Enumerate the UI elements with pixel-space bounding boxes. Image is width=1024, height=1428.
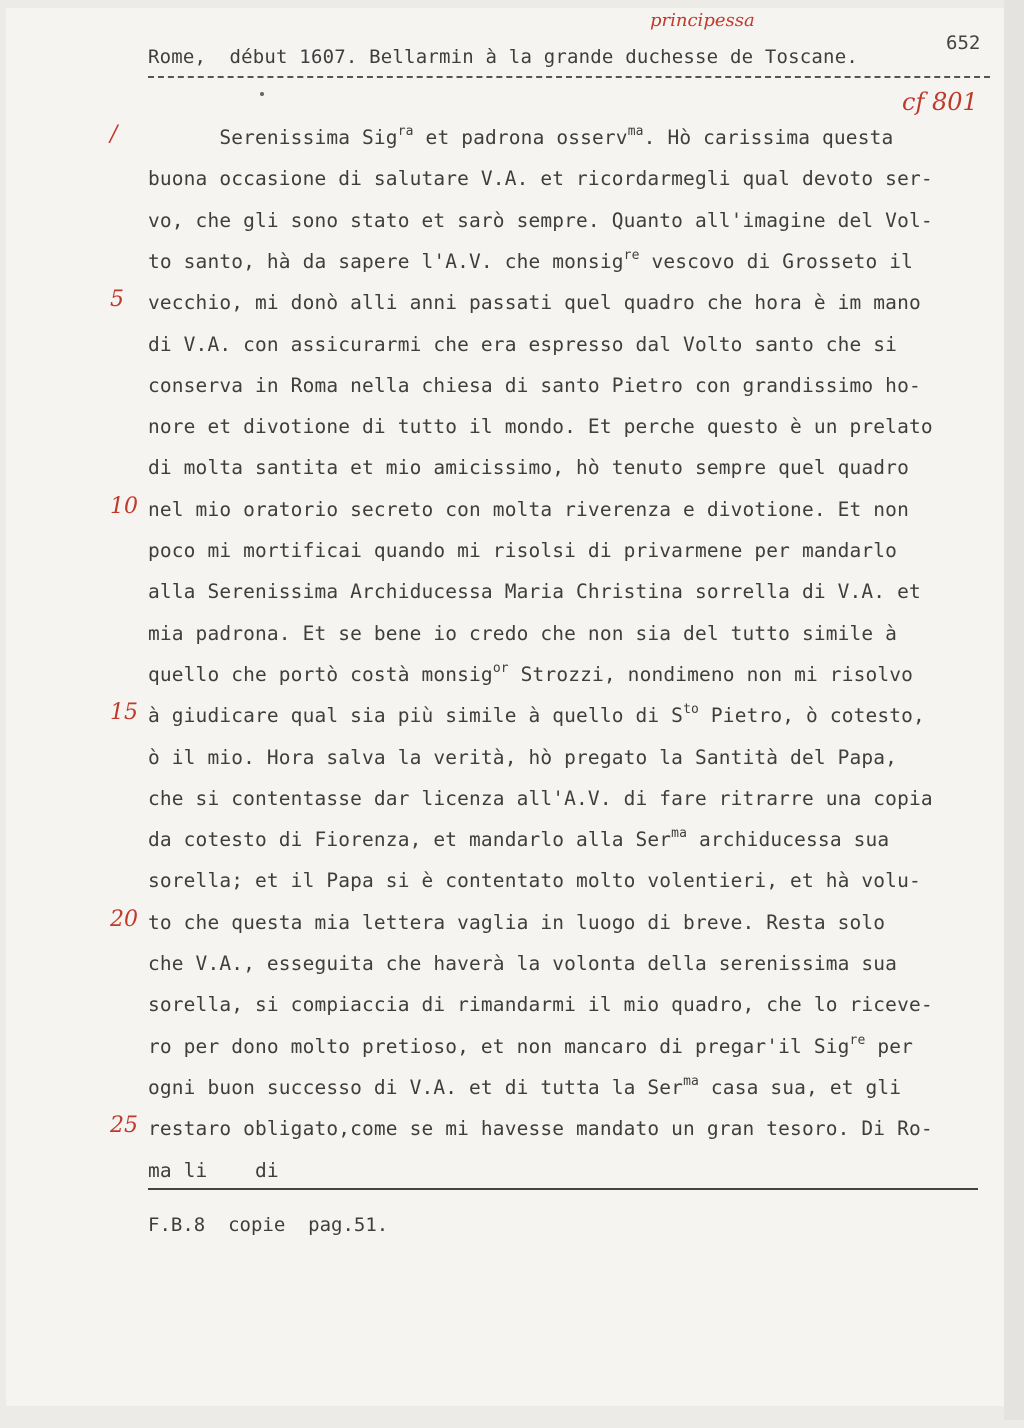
superscript: ra	[397, 124, 414, 139]
text-line	[148, 1117, 933, 1141]
superscript: ma	[683, 1073, 700, 1089]
line-text: casa sua, et gli	[699, 1075, 902, 1099]
text-line	[148, 828, 889, 852]
margin-line-number: 5	[110, 287, 124, 313]
line-text: Strozzi, nondimeno non mi risolvo	[508, 662, 914, 686]
scan-edge	[1004, 0, 1024, 1420]
text-line	[148, 539, 897, 563]
text-line	[148, 333, 897, 357]
superscript: ma	[627, 124, 644, 139]
handwritten-annotation-right: cf 801	[902, 88, 978, 116]
text-line	[148, 911, 885, 935]
superscript: re	[849, 1032, 866, 1048]
text-line	[148, 660, 914, 687]
document-page	[6, 8, 1008, 1406]
margin-line-number: 15	[110, 700, 138, 726]
line-text: che si contentasse dar licenza all'A.V. di fare ritrarre una copia	[148, 786, 933, 810]
line-text: sorella, si compiaccia di rimandarmi il mio quadro, che lo riceve-	[148, 993, 933, 1017]
text-line	[148, 1159, 279, 1183]
line-text: poco mi mortificai quando mi risolsi di privarmene per mandarlo	[148, 539, 898, 562]
text-line	[148, 498, 909, 522]
text-line	[148, 787, 933, 811]
text-line	[148, 209, 933, 233]
line-text: ro per dono molto pretioso, et non mancaro di pregar'il Sig	[148, 1034, 850, 1058]
text-line	[148, 952, 897, 976]
line-text: restaro obligato,come se mi havesse mandato un gran tesoro. Di Ro-	[148, 1117, 933, 1141]
text-line	[148, 704, 925, 728]
line-text: da cotesto di Fiorenza, et mandarlo alla Ser	[148, 828, 672, 852]
superscript: to	[683, 702, 700, 718]
line-text: à giudicare qual sia più simile à quello di S	[148, 704, 684, 728]
line-text: vecchio, mi donò alli anni passati quel quadro che hora è im mano	[148, 291, 921, 315]
header-dashed-rule	[148, 76, 990, 78]
line-text: archiducessa sua	[687, 828, 890, 852]
line-text: di molta santita et mio amicissimo, hò tenuto sempre quel quadro	[148, 456, 909, 480]
text-line	[148, 1032, 914, 1059]
line-text: mia padrona. Et se bene io credo che non sia del tutto simile à	[148, 621, 898, 645]
line-text: Pietro, ò cotesto,	[699, 704, 925, 728]
text-line	[148, 993, 933, 1017]
page-number: 652	[946, 32, 981, 54]
text-line	[148, 622, 897, 646]
line-text: . Hò carissima questa	[643, 126, 894, 149]
text-line	[148, 869, 921, 893]
margin-line-number: /	[110, 122, 118, 147]
line-text: ogni buon successo di V.A. et di tutta la Ser	[148, 1075, 684, 1099]
margin-line-number: 10	[110, 493, 138, 519]
text-line	[148, 580, 921, 604]
line-text: nel mio oratorio secreto con molta riverenza e divotione. Et non	[148, 497, 909, 521]
line-text: to santo, hà da sapere l'A.V. che monsig	[148, 249, 624, 273]
line-text: vescovo di Grosseto il	[639, 249, 914, 273]
line-text: quello che portò costà monsig	[148, 662, 493, 686]
margin-line-number: 20	[110, 906, 138, 932]
line-text: et padrona osserv	[413, 126, 628, 149]
line-text: ma li di	[148, 1158, 279, 1182]
handwritten-annotation-top: principessa	[650, 10, 755, 31]
text-line	[148, 247, 914, 274]
ink-dot	[260, 92, 264, 96]
document-header: Rome, début 1607. Bellarmin à la grande duchesse de Toscane.	[148, 46, 858, 68]
line-text: nore et divotione di tutto il mondo. Et perche questo è un prelato	[148, 415, 933, 439]
superscript: ma	[671, 826, 688, 842]
line-text: vo, che gli sono stato et sarò sempre. Quanto all'imagine del Vol-	[148, 208, 933, 232]
superscript: or	[492, 660, 509, 676]
text-line	[148, 456, 909, 480]
text-line	[148, 415, 933, 439]
line-text: di V.A. con assicurarmi che era espresso dal Volto santo che si	[148, 332, 898, 356]
line-text: conserva in Roma nella chiesa di santo Pietro con grandissimo ho-	[148, 373, 921, 397]
line-text: Serenissima Sig	[148, 126, 398, 149]
footer-rule	[148, 1188, 978, 1190]
line-text: alla Serenissima Archiducessa Maria Christina sorrella di V.A. et	[148, 580, 921, 604]
text-line	[148, 126, 893, 150]
text-line	[148, 1073, 902, 1100]
text-line	[148, 374, 921, 398]
margin-line-number: 25	[110, 1113, 138, 1139]
line-text: per	[865, 1034, 914, 1058]
superscript: re	[623, 247, 640, 263]
line-text: buona occasione di salutare V.A. et ricordarmegli qual devoto ser-	[148, 167, 933, 191]
text-line	[148, 291, 921, 315]
line-text: sorella; et il Papa si è contentato molto volentieri, et hà volu-	[148, 869, 921, 893]
text-line	[148, 167, 933, 191]
line-text: to che questa mia lettera vaglia in luogo di breve. Resta solo	[148, 910, 886, 934]
text-line	[148, 746, 897, 770]
footer-reference: F.B.8 copie pag.51.	[148, 1214, 389, 1236]
line-text: ò il mio. Hora salva la verità, hò pregato la Santità del Papa,	[148, 745, 898, 769]
line-text: che V.A., esseguita che haverà la volonta della serenissima sua	[148, 952, 898, 975]
